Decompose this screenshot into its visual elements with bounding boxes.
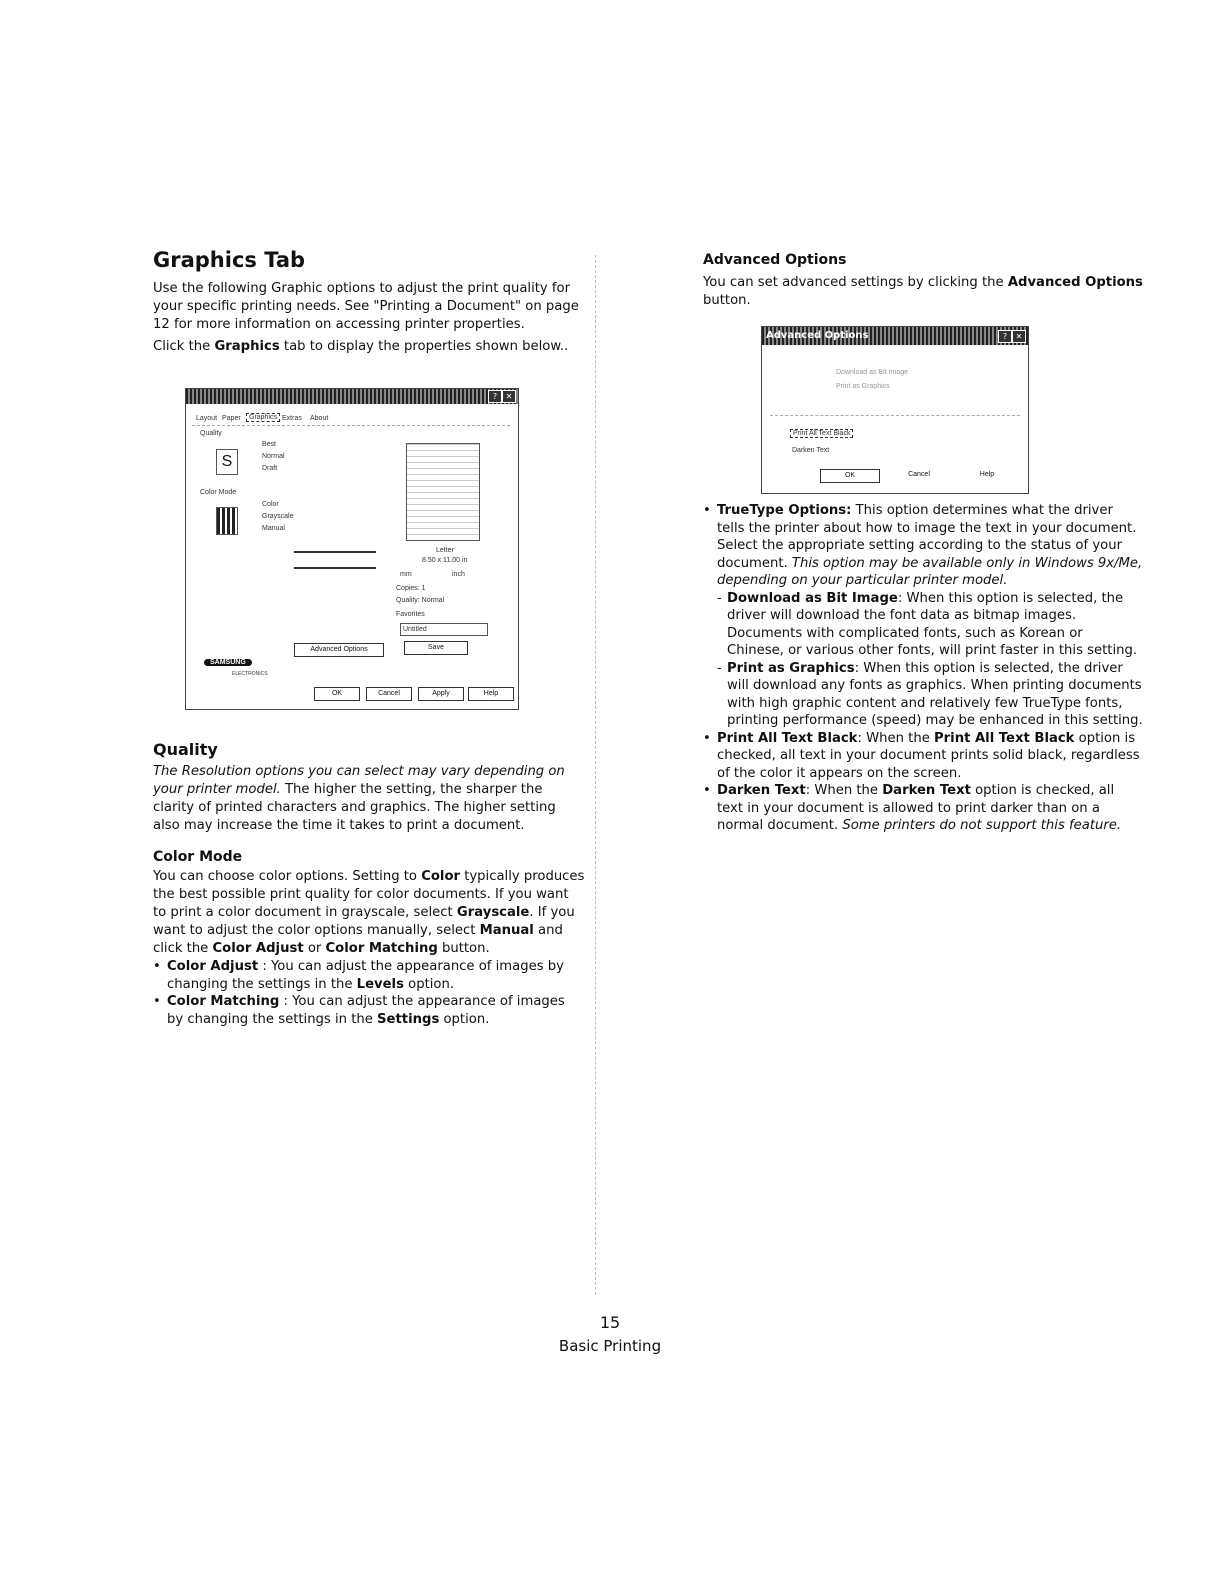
advanced-options-bullets bbox=[703, 502, 1143, 835]
colormode-option-color[interactable]: Color bbox=[262, 501, 279, 508]
close-icon[interactable]: ✕ bbox=[1012, 330, 1026, 343]
tab-about[interactable]: About bbox=[310, 415, 329, 422]
tab-extras[interactable]: Extras bbox=[282, 415, 302, 422]
graphics-instruction: Click the Graphics tab to display the properties shown below.. bbox=[153, 339, 569, 354]
quality-option-normal[interactable]: Normal bbox=[262, 453, 285, 460]
checkbox-print-all-text-black[interactable]: Print All Text Black bbox=[790, 429, 853, 438]
advanced-options-dialog-screenshot bbox=[761, 326, 1029, 494]
color-cartridge-icon bbox=[216, 507, 238, 535]
footer-section-title: Basic Printing bbox=[558, 1337, 662, 1355]
colormode-option-grayscale[interactable]: Grayscale bbox=[262, 513, 294, 520]
advanced-options-intro: You can set advanced settings by clicking the Advanced Options button. bbox=[703, 275, 1143, 308]
tab-paper[interactable]: Paper bbox=[222, 415, 241, 422]
option-download-bit-image[interactable]: Download as Bit Image bbox=[836, 369, 908, 376]
colormode-group-label: Color Mode bbox=[200, 489, 237, 496]
quality-group-label: Quality bbox=[200, 430, 222, 437]
right-column bbox=[703, 252, 1143, 833]
left-column bbox=[153, 248, 585, 1027]
copies-status: Copies: 1 bbox=[396, 585, 426, 592]
paper-name: Letter bbox=[436, 547, 454, 554]
advanced-cancel-button[interactable]: Cancel bbox=[890, 469, 948, 481]
unit-inch-radio[interactable]: inch bbox=[452, 571, 465, 578]
dialog-help-button[interactable]: Help bbox=[468, 687, 514, 701]
advanced-options-button[interactable]: Advanced Options bbox=[294, 643, 384, 657]
dialog-ok-button[interactable]: OK bbox=[314, 687, 360, 701]
tab-graphics[interactable]: Graphics bbox=[246, 413, 280, 422]
dialog-cancel-button[interactable]: Cancel bbox=[366, 687, 412, 701]
option-print-as-graphics[interactable]: Print as Graphics bbox=[836, 383, 890, 390]
colormode-text: You can choose color options. Setting to Color typically produces the best possible print quality for color documents. If you want to print a color document in grayscale, select Grayscale. If you want to adjust the color options manually, select Manual and click the Color Adjust or Color Matching button. bbox=[153, 869, 585, 956]
checkbox-darken-text[interactable]: Darken Text bbox=[792, 447, 830, 454]
colormode-option-manual[interactable]: Manual bbox=[262, 525, 285, 532]
quality-option-best[interactable]: Best bbox=[262, 441, 277, 448]
help-icon[interactable]: ? bbox=[998, 330, 1012, 343]
list-item: • Color Matching : You can adjust the appearance of images by changing the settings in the Settings option. bbox=[153, 993, 585, 1028]
list-item: • Darken Text: When the Darken Text option is checked, all text in your document is allowed to print darker than on a normal document. Some printers do not support this feature. bbox=[703, 782, 1143, 835]
graphics-tab-title: Graphics Tab bbox=[153, 248, 306, 272]
quality-text: The Resolution options you can select may vary depending on your printer model. The higher the setting, the sharper the clarity of printed characters and graphics. The higher setting also may increase the time it takes to print a document. bbox=[153, 764, 565, 833]
samsung-logo: SAMSUNG bbox=[204, 659, 252, 666]
advanced-help-button[interactable]: Help bbox=[958, 469, 1016, 481]
color-matching-button[interactable] bbox=[294, 567, 376, 569]
help-icon[interactable]: ? bbox=[488, 390, 502, 403]
advanced-dialog-titlebar: Advanced Options ? ✕ bbox=[762, 327, 1028, 345]
tab-layout[interactable]: Layout bbox=[196, 415, 218, 422]
page-preview bbox=[406, 443, 480, 541]
page-number: 15 bbox=[599, 1313, 621, 1332]
unit-mm-radio[interactable]: mm bbox=[400, 571, 412, 578]
list-item: • Print All Text Black: When the Print All Text Black option is checked, all text in your document prints solid black, regardless of the color it appears on the screen. bbox=[703, 730, 1143, 783]
quality-option-draft[interactable]: Draft bbox=[262, 465, 278, 472]
favorites-save-button[interactable]: Save bbox=[404, 641, 468, 655]
close-icon[interactable]: ✕ bbox=[502, 390, 516, 403]
advanced-options-heading: Advanced Options bbox=[703, 252, 847, 268]
column-divider bbox=[595, 255, 596, 1295]
graphics-dialog-screenshot bbox=[185, 388, 519, 710]
paper-size: 8.50 x 11.00 in bbox=[422, 557, 468, 564]
favorites-select[interactable]: Untitled bbox=[400, 623, 488, 636]
list-item: • TrueType Options: This option determines what the driver tells the printer about how to image the text in your document. Select the appropriate setting according to the status of your document. This option may be available only in Windows 9x/Me, depending on your particular printer model. bbox=[703, 502, 1143, 590]
list-item: - Print as Graphics: When this option is selected, the driver will download any fonts as graphics. When printing documents with high graphic content and relatively few TrueType fonts, printing performance (speed) may be enhanced in this setting. bbox=[703, 660, 1143, 730]
advanced-ok-button[interactable]: OK bbox=[820, 469, 880, 483]
quality-status: Quality: Normal bbox=[396, 597, 445, 604]
colormode-heading: Color Mode bbox=[153, 849, 243, 865]
graphics-intro: Use the following Graphic options to adjust the print quality for your specific printing needs. See "Printing a Document" on page 12 for more information on accessing printer properties. bbox=[153, 281, 579, 332]
dialog-apply-button[interactable]: Apply bbox=[418, 687, 464, 701]
quality-section bbox=[153, 740, 585, 1028]
list-item: - Download as Bit Image: When this option is selected, the driver will download the font data as bitmap images. Documents with complicated fonts, such as Korean or Chinese, or various other fonts, will print faster in this setting. bbox=[703, 590, 1143, 660]
colormode-bullets bbox=[153, 958, 585, 1028]
quality-heading: Quality bbox=[153, 740, 218, 759]
color-adjust-button[interactable] bbox=[294, 551, 376, 553]
quality-s-icon: S bbox=[216, 449, 238, 475]
favorites-label: Favorites bbox=[396, 611, 425, 618]
list-item: • Color Adjust : You can adjust the appearance of images by changing the settings in the Levels option. bbox=[153, 958, 585, 993]
samsung-subtitle: ELECTRONICS bbox=[232, 671, 268, 677]
dialog-titlebar bbox=[186, 389, 518, 404]
